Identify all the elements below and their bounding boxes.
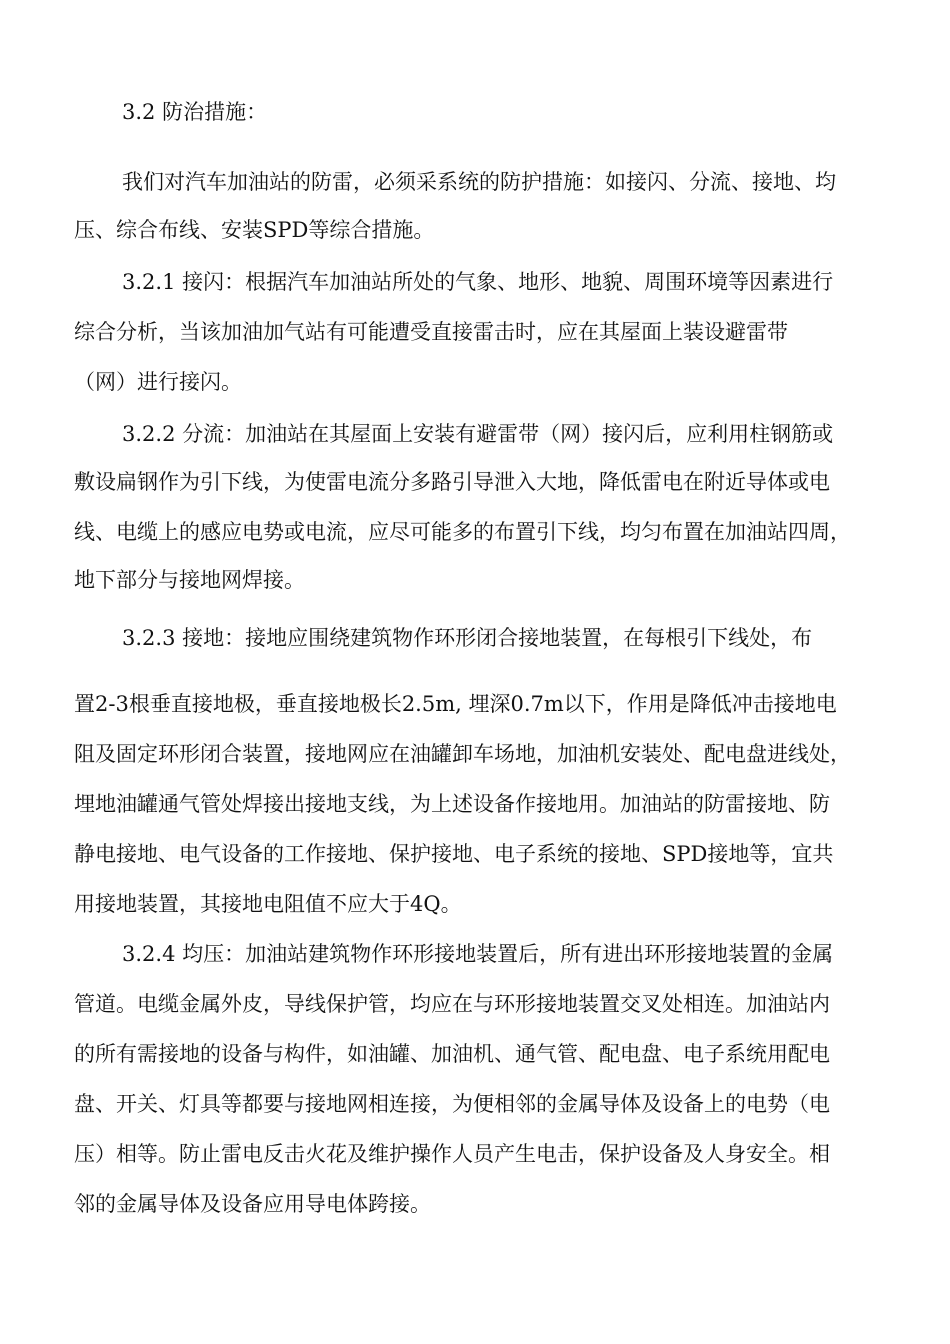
text-line: 静电接地、电气设备的工作接地、保护接地、电子系统的接地、SPD接地等，宜共 bbox=[74, 842, 834, 866]
text-line: 压）相等。防止雷电反击火花及维护操作人员产生电击，保护设备及人身安全。相 bbox=[74, 1142, 830, 1166]
text-line: 3.2.2 分流：加油站在其屋面上安装有避雷带（网）接闪后，应利用柱钢筋或 bbox=[122, 422, 834, 446]
text-line: 3.2.3 接地：接地应围绕建筑物作环形闭合接地装置，在每根引下线处，布 bbox=[122, 626, 813, 650]
text-line: 3.2.1 接闪：根据汽车加油站所处的气象、地形、地貌、周围环境等因素进行 bbox=[122, 270, 834, 294]
text-line: 管道。电缆金属外皮，导线保护管，均应在与环形接地装置交叉处相连。加油站内 bbox=[74, 992, 830, 1016]
text-line: 敷设扁钢作为引下线，为使雷电流分多路引导泄入大地，降低雷电在附近导体或电 bbox=[74, 470, 830, 494]
text-line: 压、综合布线、安装SPD等综合措施。 bbox=[74, 218, 435, 242]
text-line: （网）进行接闪。 bbox=[74, 370, 242, 394]
text-line: 置2-3根垂直接地极，垂直接地极长2.5m, 埋深0.7m以下，作用是降低冲击接地电 bbox=[74, 692, 837, 716]
text-line: 线、电缆上的感应电势或电流，应尽可能多的布置引下线，均匀布置在加油站四周， bbox=[74, 520, 851, 544]
text-line: 3.2.4 均压：加油站建筑物作环形接地装置后，所有进出环形接地装置的金属 bbox=[122, 942, 834, 966]
text-line: 我们对汽车加油站的防雷，必须采系统的防护措施：如接闪、分流、接地、均 bbox=[122, 170, 836, 194]
text-line: 阻及固定环形闭合装置，接地网应在油罐卸车场地，加油机安装处、配电盘进线处， bbox=[74, 742, 851, 766]
text-line: 综合分析，当该加油加气站有可能遭受直接雷击时，应在其屋面上装设避雷带 bbox=[74, 320, 788, 344]
text-line: 埋地油罐通气管处焊接出接地支线，为上述设备作接地用。加油站的防雷接地、防 bbox=[74, 792, 830, 816]
text-line: 用接地装置，其接地电阻值不应大于4Q。 bbox=[74, 892, 462, 916]
section-heading: 3.2 防治措施： bbox=[122, 100, 268, 124]
text-line: 的所有需接地的设备与构件，如油罐、加油机、通气管、配电盘、电子系统用配电 bbox=[74, 1042, 830, 1066]
text-line: 地下部分与接地网焊接。 bbox=[74, 568, 305, 592]
text-line: 邻的金属导体及设备应用导电体跨接。 bbox=[74, 1192, 431, 1216]
text-line: 盘、开关、灯具等都要与接地网相连接，为便相邻的金属导体及设备上的电势（电 bbox=[74, 1092, 830, 1116]
